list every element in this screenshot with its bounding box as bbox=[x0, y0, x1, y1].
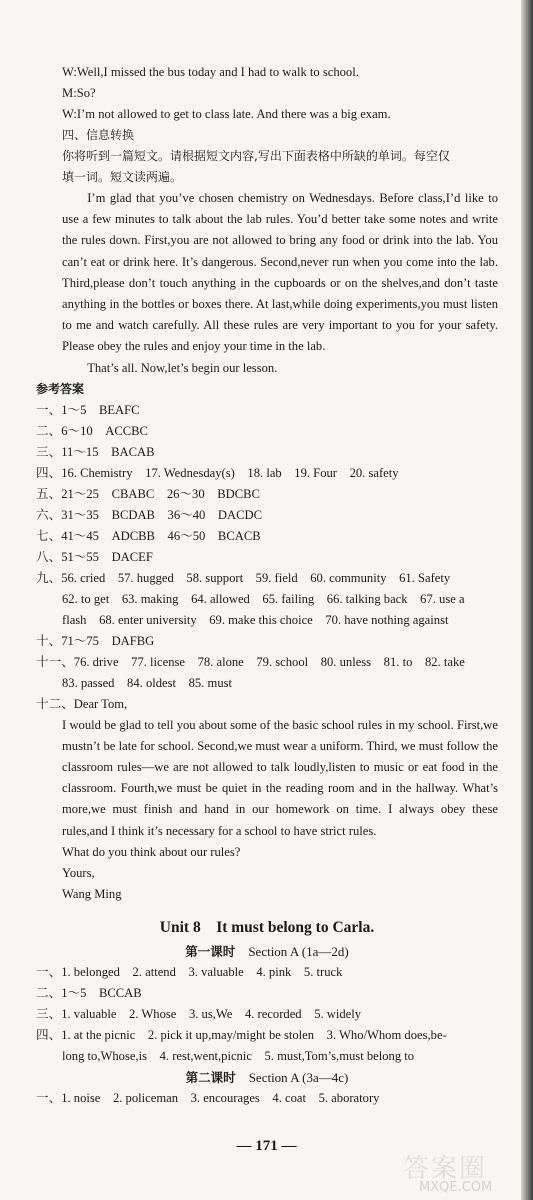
dialog-line: M:So? bbox=[62, 86, 96, 100]
lesson-label: 第二课时 bbox=[185, 1069, 236, 1085]
answer-line: 83. passed 84. oldest 85. must bbox=[62, 675, 233, 690]
answer-line: 十一、76. drive 77. license 78. alone 79. school 80. unless 81. to 82. take bbox=[36, 654, 465, 669]
watermark-logo bbox=[395, 1148, 520, 1198]
page-edge-shadow bbox=[521, 0, 533, 1200]
answer-line: long to,Whose,is 4. rest,went,picnic 5. must,Tom’s,must belong to bbox=[62, 1048, 415, 1063]
answer-line: 五、21～25 CBABC 26～30 BDCBC bbox=[36, 486, 260, 501]
answer-line: 十、71～75 DAFBG bbox=[36, 633, 155, 648]
lesson-section: Section A (1a—2d) bbox=[248, 943, 349, 959]
page-content bbox=[36, 62, 498, 1109]
instruction-line: 填一词。短文读两遍。 bbox=[62, 170, 183, 184]
answer-line: 九、56. cried 57. hugged 58. support 59. field 60. community 61. Safety bbox=[36, 570, 451, 585]
watermark-url: MXQE.COM bbox=[419, 1180, 493, 1195]
answer-line: 八、51～55 DACEF bbox=[36, 549, 153, 564]
letter-body: I would be glad to tell you about some of the basic school rules in my school. First,we mustn’t be late for school. Second,we must wear a uniform. Third, we must follow the classroom rules—we are not allowed to talk loudly,listen to music or eat food in the classroom. Fourth,we must be quiet in the reading room and in the hallway. What’s more,we must finish and hand in our homework on time. I always obey these rules,and I think it’s necessary for a school to have strict rules. bbox=[62, 717, 498, 838]
answer-line: 四、1. at the picnic 2. pick it up,may/might be stolen 3. Who/Whom does,be- bbox=[36, 1027, 447, 1042]
passage-closing: That’s all. Now,let’s begin our lesson. bbox=[87, 360, 278, 375]
letter-line: What do you think about our rules? bbox=[62, 844, 241, 859]
answer-line: 三、1. valuable 2. Whose 3. us,We 4. recorded 5. widely bbox=[36, 1006, 362, 1021]
answer-line: 十二、Dear Tom, bbox=[36, 696, 128, 711]
lesson-heading bbox=[36, 1067, 498, 1088]
answer-line: 二、6～10 ACCBC bbox=[36, 423, 148, 438]
unit-title: Unit 8 It must belong to Carla. bbox=[159, 918, 375, 936]
page-number: — 171 — bbox=[236, 1138, 297, 1154]
answer-line: 四、16. Chemistry 17. Wednesday(s) 18. lab 19. Four 20. safety bbox=[36, 465, 399, 480]
letter-line: Yours, bbox=[62, 865, 95, 880]
lesson-section: Section A (3a—4c) bbox=[248, 1069, 349, 1085]
lesson-heading bbox=[36, 941, 498, 962]
instruction-line: 你将听到一篇短文。请根据短文内容,写出下面表格中所缺的单词。每空仅 bbox=[62, 149, 450, 163]
answer-line: 二、1～5 BCCAB bbox=[36, 985, 142, 1000]
answer-line: 三、11～15 BACAB bbox=[36, 444, 155, 459]
answer-line: flash 68. enter university 69. make this choice 70. have nothing against bbox=[62, 612, 449, 627]
dialog-line: W:Well,I missed the bus today and I had to walk to school. bbox=[62, 65, 359, 79]
answer-line: 一、1～5 BEAFC bbox=[36, 402, 140, 417]
answer-line: 七、41～45 ADCBB 46～50 BCACB bbox=[36, 528, 261, 543]
answers-heading: 参考答案 bbox=[36, 381, 85, 396]
answer-line: 六、31～35 BCDAB 36～40 DACDC bbox=[36, 507, 263, 522]
watermark-text: 答案圈 bbox=[403, 1154, 488, 1184]
letter-line: Wang Ming bbox=[62, 886, 122, 901]
answer-line: 一、1. belonged 2. attend 3. valuable 4. pink 5. truck bbox=[36, 964, 343, 979]
dialog-line: W:I’m not allowed to get to class late. And there was a big exam. bbox=[62, 107, 391, 121]
section-heading: 四、信息转换 bbox=[62, 128, 135, 142]
answer-line: 62. to get 63. making 64. allowed 65. failing 66. talking back 67. use a bbox=[62, 591, 465, 606]
listening-passage: I’m glad that you’ve chosen chemistry on Wednesdays. Before class,I’d like to use a few minutes to talk about the lab rules. You’d better take some notes and write the rules down. First,you are not allowed to bring any food or drink into the lab. You can’t eat or drink here. It’s dangerous. Second,never run when you come into the lab. Third,please don’t touch anything in the cupboards or on the shelves,and don’t taste anything in the bottles or boxes there. At last,while doing experiments,you must listen to me and watch carefully. All these rules are very important to you for your safety. Please obey the rules and enjoy your time in the lab. bbox=[62, 191, 498, 354]
lesson-label: 第一课时 bbox=[185, 943, 236, 959]
answer-line: 一、1. noise 2. policeman 3. encourages 4. coat 5. aboratory bbox=[36, 1090, 380, 1105]
